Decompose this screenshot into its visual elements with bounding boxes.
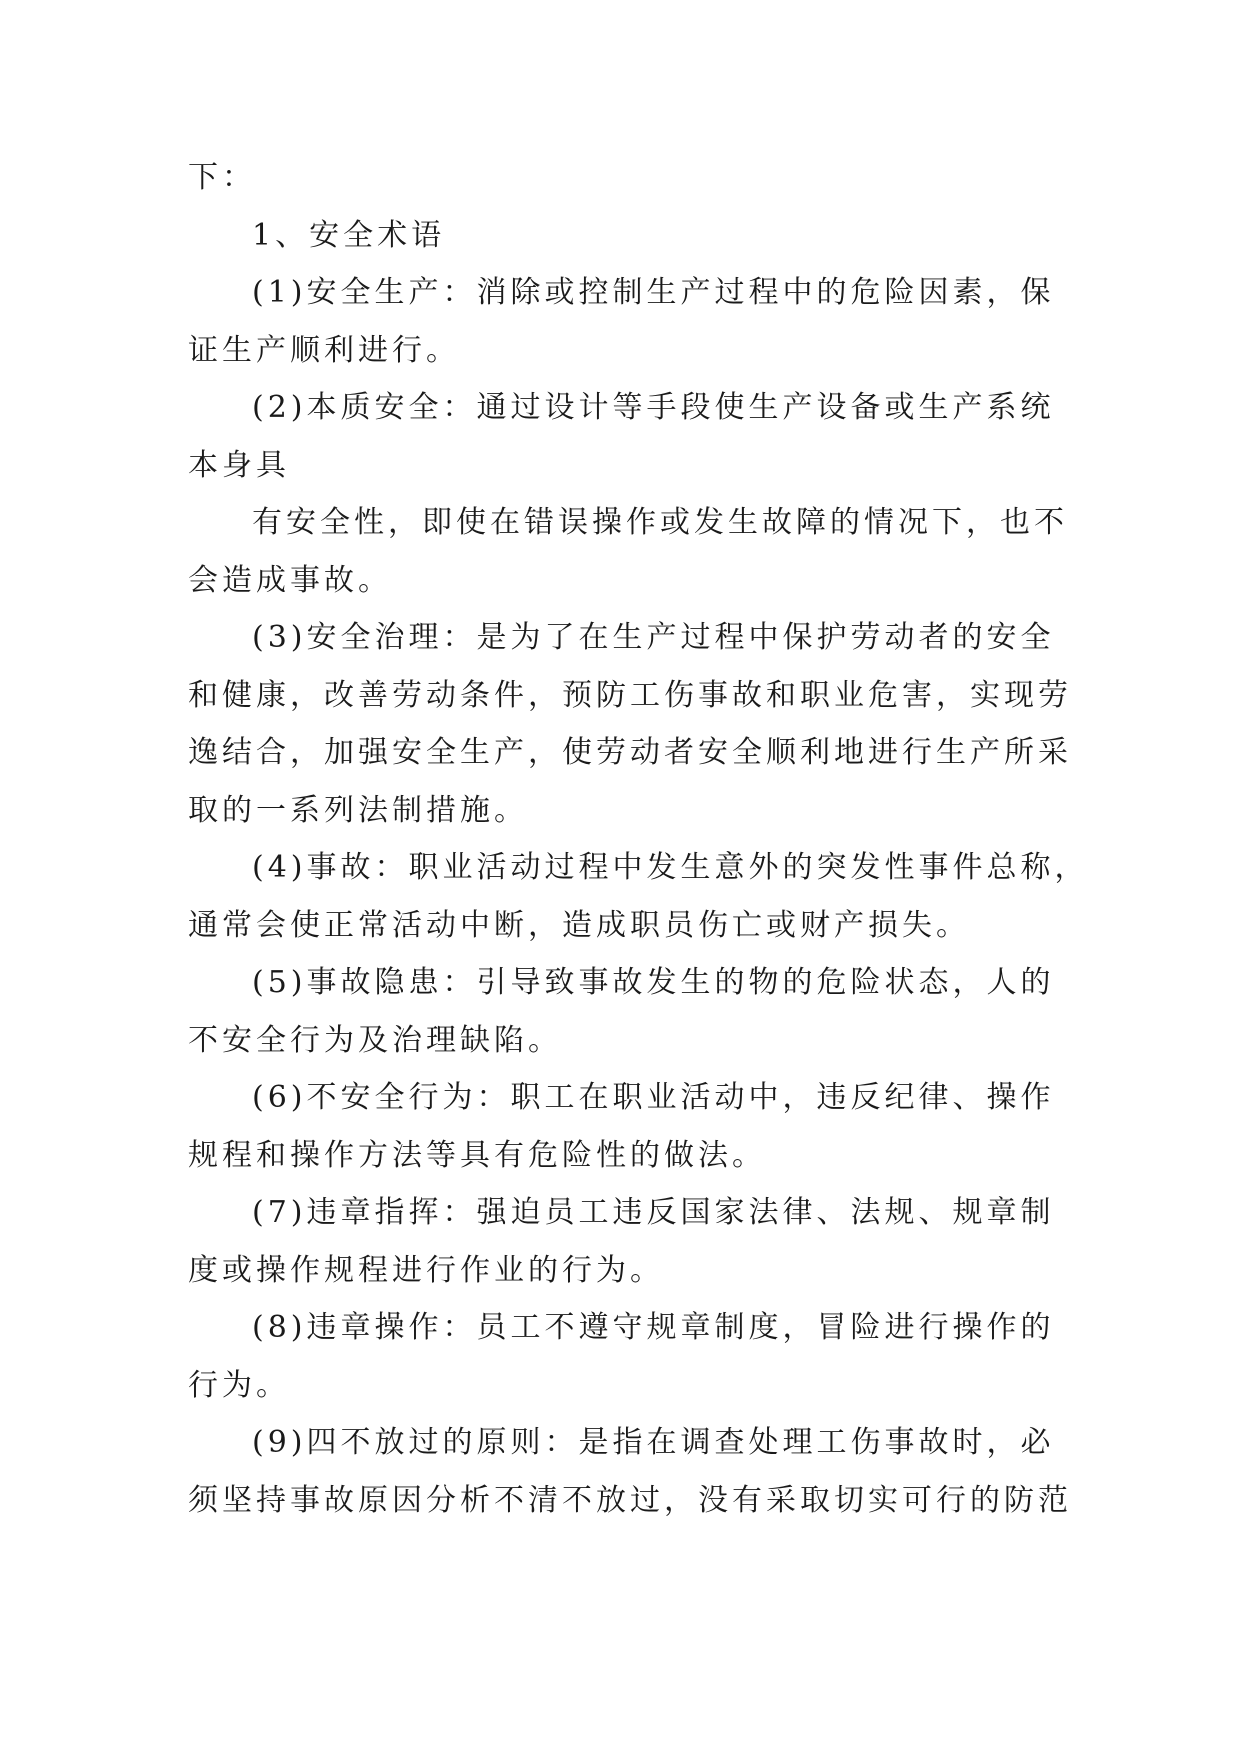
term-8-line-1: (8)违章操作：员工不遵守规章制度，冒险进行操作的	[252, 1310, 1055, 1345]
term-4-line-1: (4)事故：职业活动过程中发生意外的突发性事件总称，	[252, 850, 1089, 885]
term-2-line-1: (2)本质安全：通过设计等手段使生产设备或生产系统	[252, 390, 1055, 425]
section-heading: 1、安全术语	[252, 217, 446, 253]
term-6-line-1: (6)不安全行为：职工在职业活动中，违反纪律、操作	[252, 1080, 1055, 1115]
term-9-line-1: (9)四不放过的原则：是指在调查处理工伤事故时，必	[252, 1425, 1055, 1460]
term-1-line-2: 证生产顺利进行。	[188, 332, 460, 368]
document-body	[188, 158, 1089, 1521]
term-1-line-1: (1)安全生产：消除或控制生产过程中的危险因素，保	[252, 275, 1055, 310]
term-3-line-2: 和健康，改善劳动条件，预防工伤事故和职业危害，实现劳	[188, 677, 1072, 713]
term-3-line-1: (3)安全治理：是为了在生产过程中保护劳动者的安全	[252, 620, 1055, 655]
term-6-line-2: 规程和操作方法等具有危险性的做法。	[188, 1137, 766, 1173]
term-3-line-3: 逸结合，加强安全生产，使劳动者安全顺利地进行生产所采	[188, 735, 1072, 770]
term-9-line-2: 须坚持事故原因分析不清不放过，没有采取切实可行的防范	[188, 1482, 1072, 1518]
term-8-line-2: 行为。	[188, 1367, 290, 1403]
term-2-line-2: 本身具	[188, 447, 290, 483]
text-line: 下：	[188, 160, 256, 195]
term-5-line-1: (5)事故隐患：引导致事故发生的物的危险状态，人的	[252, 965, 1055, 1000]
term-4-line-2: 通常会使正常活动中断，造成职员伤亡或财产损失。	[188, 907, 970, 943]
term-5-line-2: 不安全行为及治理缺陷。	[188, 1022, 562, 1058]
term-2-line-4: 会造成事故。	[188, 562, 392, 598]
term-3-line-4: 取的一系列法制措施。	[188, 792, 528, 828]
term-7-line-2: 度或操作规程进行作业的行为。	[188, 1252, 664, 1288]
term-7-line-1: (7)违章指挥：强迫员工违反国家法律、法规、规章制	[252, 1195, 1055, 1230]
term-2-line-3: 有安全性，即使在错误操作或发生故障的情况下，也不	[252, 505, 1068, 540]
